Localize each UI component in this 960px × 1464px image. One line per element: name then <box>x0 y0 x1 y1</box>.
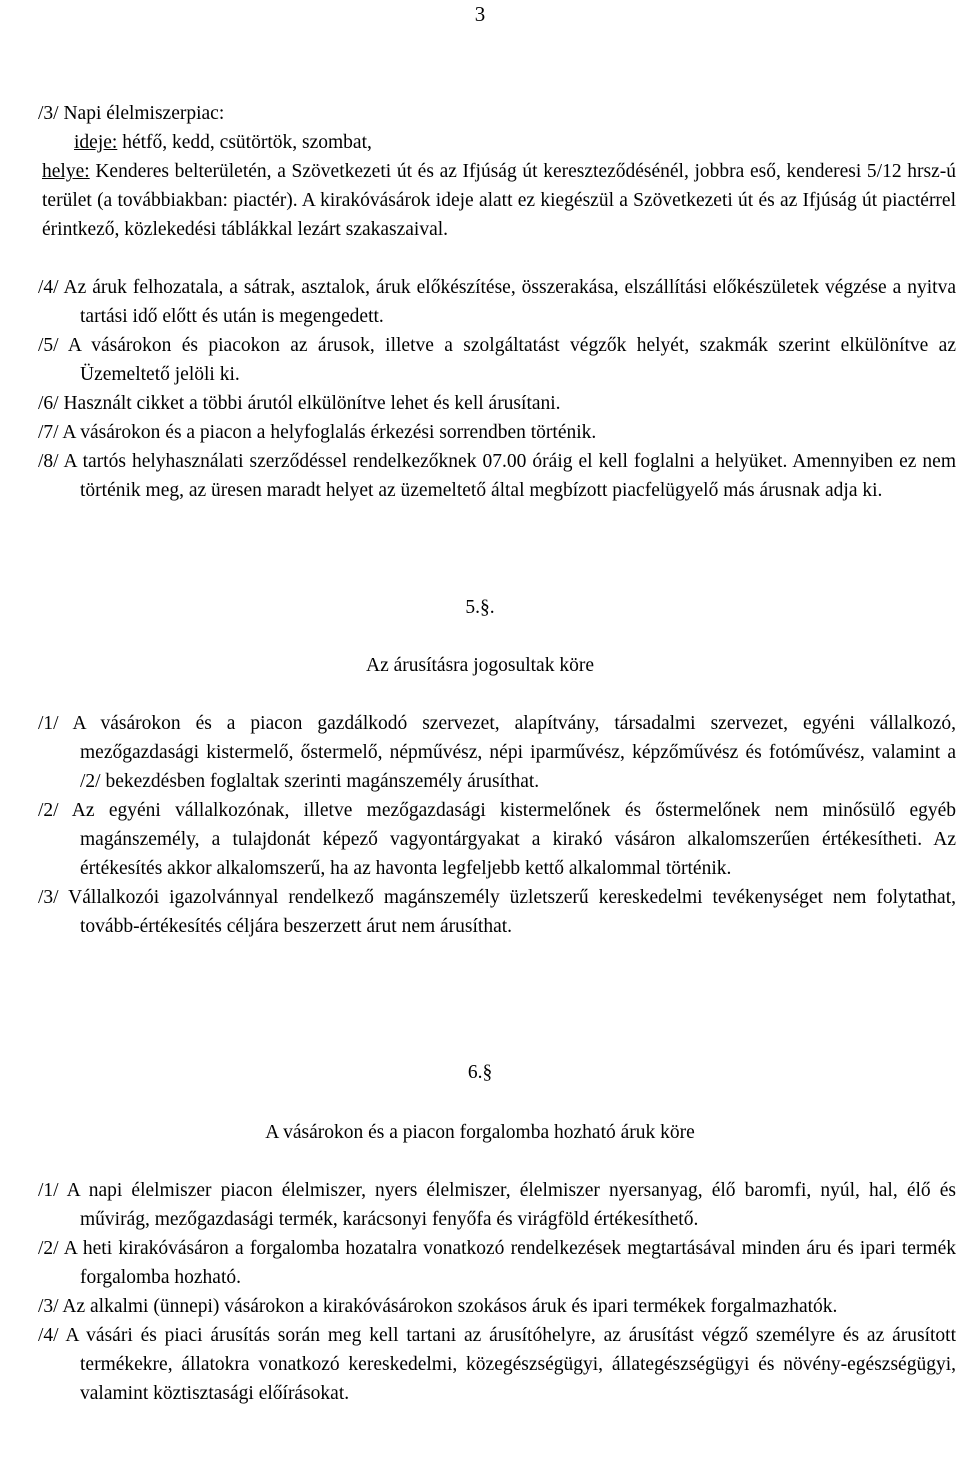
paragraph-3-title: /3/ Napi élelmiszerpiac: <box>38 103 225 124</box>
section-5-paragraph-1: /1/ A vásárokon és a piacon gazdálkodó szervezet, alapítvány, társadalmi szervezet, egyéni vállalkozó, mezőgazdasági kistermelő, őstermelő, népművész, népi iparművész, képzőművész és fotóművész, valamint a /2/ bekezdésben foglaltak szerinti magánszemély árusíthat. <box>38 713 956 792</box>
section-5-paragraph-2: /2/ Az egyéni vállalkozónak, illetve mezőgazdasági kistermelőnek és őstermelőnek nem minősülő egyéb magánszemély, a tulajdonát képező vagyontárgyakat a kirakó vásáron alkalomszerűen értékesítheti. Az értékesítés akkor alkalomszerű, ha az havonta legfeljebb kettő alkalommal történik. <box>38 800 956 879</box>
paragraph-4: /4/ Az áruk felhozatala, a sátrak, asztalok, áruk előkészítése, összerakása, elszállítási előkészületek végzése a nyitva tartási idő előtt és után is megengedett. <box>38 277 956 327</box>
section-5-title: Az árusításra jogosultak köre <box>366 655 594 676</box>
section-5-body <box>38 709 956 941</box>
section-4-rest <box>38 273 956 505</box>
section-6-paragraph-3: /3/ Az alkalmi (ünnepi) vásárokon a kirakóvásárokon szokásos áruk és ipari termékek forgalmazhatók. <box>38 1296 838 1317</box>
section-6-paragraph-2: /2/ A heti kirakóvásáron a forgalomba hozatalra vonatkozó rendelkezések megtartásával minden áru és ipari termék forgalomba hozható. <box>38 1238 956 1288</box>
section-4-continuation <box>38 99 956 244</box>
section-5-paragraph-3: /3/ Vállalkozói igazolvánnyal rendelkező magánszemély üzletszerű kereskedelmi tevékenységet nem folytathat, tovább-értékesítés céljára beszerzett árut nem árusíthat. <box>38 887 956 937</box>
ideje-text: hétfő, kedd, csütörtök, szombat, <box>117 132 372 153</box>
section-6-paragraph-1: /1/ A napi élelmiszer piacon élelmiszer, nyers élelmiszer, élelmiszer nyersanyag, élő baromfi, nyúl, hal, élő és művirág, mezőgazdasági termék, karácsonyi fenyőfa és virágföld értékesíthető. <box>38 1180 956 1230</box>
paragraph-3-helye <box>38 157 956 244</box>
section-6-title: A vásárokon és a piacon forgalomba hozható áruk köre <box>265 1122 695 1143</box>
paragraph-8: /8/ A tartós helyhasználati szerződéssel rendelkezőknek 07.00 óráig el kell foglalni a helyüket. Amennyiben ez nem történik meg, az üresen maradt helyet az üzemeltető által megbízott piacfelügyelő más árusnak adja ki. <box>38 451 956 501</box>
section-5-number: 5.§. <box>465 597 495 618</box>
helye-label: helye: <box>42 161 90 182</box>
section-6-paragraph-4: /4/ A vásári és piaci árusítás során meg kell tartani az árusítóhelyre, az árusítást végző személyre és az árusított termékekre, állatokra vonatkozó kereskedelmi, közegészségügyi, állategészségügyi és növény-egészségügyi, valamint köztisztasági előírásokat. <box>38 1325 956 1404</box>
ideje-label: ideje: <box>74 132 118 153</box>
paragraph-5: /5/ A vásárokon és piacokon az árusok, illetve a szolgáltatást végzők helyét, szakmák szerint elkülönítve az Üzemeltető jelöli ki. <box>38 335 956 385</box>
page-number: 3 <box>474 2 486 26</box>
section-6-number: 6.§ <box>467 1062 493 1083</box>
section-6-body <box>38 1176 956 1408</box>
helye-text: Kenderes belterületén, a Szövetkezeti út és az Ifjúság út kereszteződésénél, jobbra eső, kenderesi 5/12 hrsz-ú terület (a továbbiakban: piactér). A kirakóvásárok ideje alatt ez kiegészül a Szövetkezeti út és az Ifjúság út piactérrel érintkező, közlekedési táblákkal lezárt szakaszaival. <box>42 161 956 240</box>
paragraph-7: /7/ A vásárokon és a piacon a helyfoglalás érkezési sorrendben történik. <box>38 422 597 443</box>
paragraph-3-ideje <box>38 128 956 157</box>
paragraph-6: /6/ Használt cikket a többi árutól elkülönítve lehet és kell árusítani. <box>38 393 561 414</box>
